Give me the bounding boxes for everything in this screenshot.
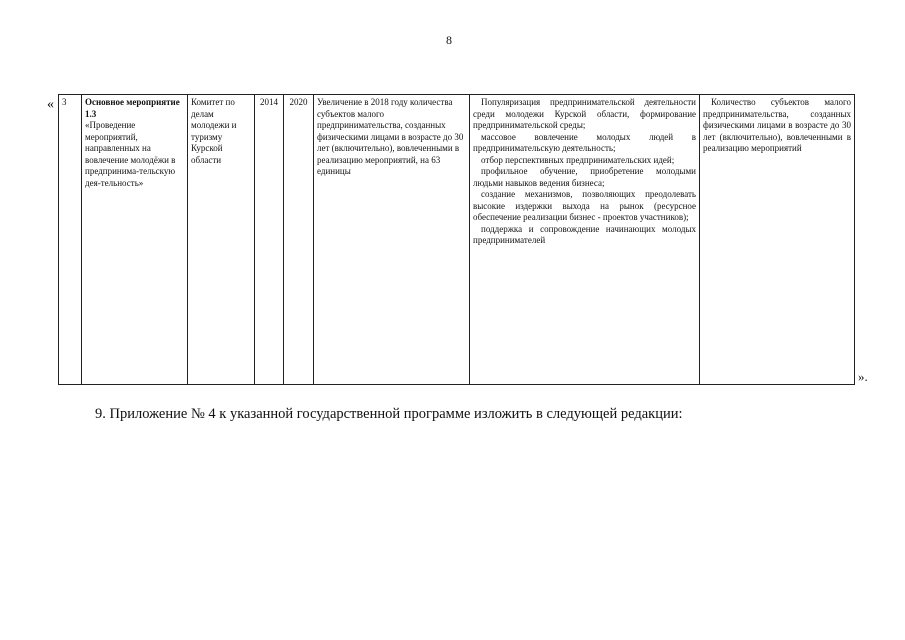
event-description: «Проведение мероприятий, направленных на вовлечение молодёжи в предпринима-тельскую дея-тельность»: [85, 120, 176, 188]
executor-cell: Комитет по делам молодежи и туризму Курской области: [188, 95, 255, 385]
program-table: [58, 94, 855, 385]
paragraph-9: 9. Приложение № 4 к указанной государственной программе изложить в следующей редакции:: [95, 406, 683, 422]
indicator-text: Количество субъектов малого предпринимательства, созданных физическими лицами в возрасте до 30 лет (включительно), вовлеченными в реализацию мероприятий: [703, 97, 851, 153]
direction-item: поддержка и сопровождение начинающих молодых предпринимателей: [473, 223, 696, 245]
indicator-cell: [700, 95, 855, 385]
direction-item: Популяризация предпринимательской деятельности среди молодежи Курской области, формирование предпринимательской среды;: [473, 97, 696, 130]
expected-result-cell: Увеличение в 2018 году количества субъектов малого предпринимательства, созданных физическими лицами в возрасте до 30 лет (включительно), вовлеченными в реализацию мероприятий, на 63 единицы: [314, 95, 470, 385]
quote-close-mark: ».: [858, 369, 868, 384]
row-number-cell: 3: [59, 95, 82, 385]
event-cell: [82, 95, 188, 385]
direction-item: массовое вовлечение молодых людей в предпринимательскую деятельность;: [473, 131, 696, 153]
end-year-cell: 2020: [284, 95, 314, 385]
start-year-cell: 2014: [255, 95, 284, 385]
directions-cell: [470, 95, 700, 385]
direction-item: профильное обучение, приобретение молодыми людьми навыков ведения бизнеса;: [473, 166, 696, 188]
page-number: 8: [446, 33, 452, 47]
event-title: Основное мероприятие 1.3: [85, 97, 180, 119]
direction-item: создание механизмов, позволяющих преодолевать высокие издержки выхода на рынок (ресурсное обеспечение реализации бизнес - проектов участников);: [473, 189, 696, 222]
table-row: [59, 95, 855, 385]
quote-open-mark: «: [47, 97, 54, 112]
direction-item: отбор перспективных предпринимательских идей;: [481, 154, 675, 165]
